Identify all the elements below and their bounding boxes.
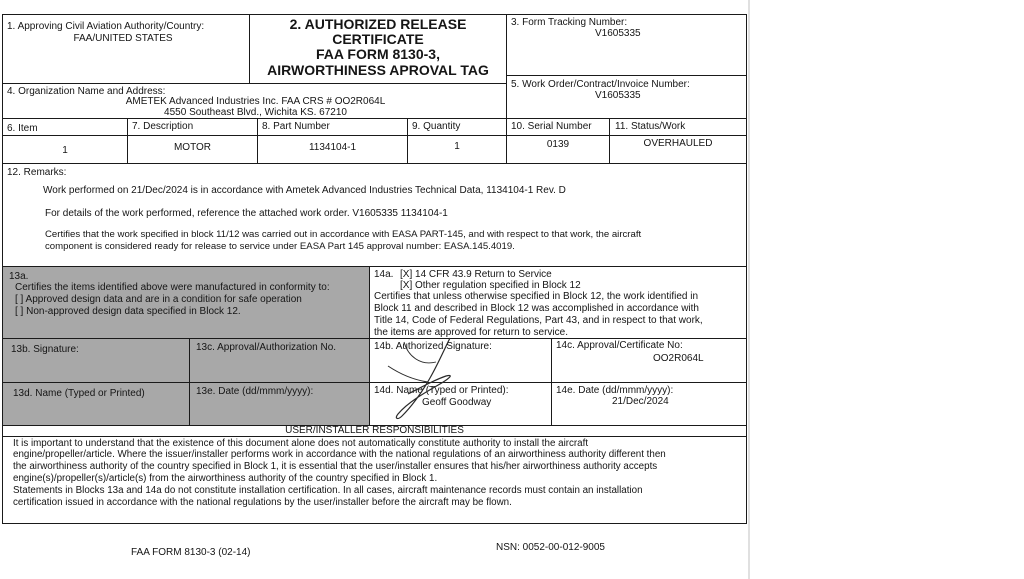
responsibilities-line-1: It is important to understand that the existence of this document alone does not automatically constitute authority to install the aircraft	[13, 438, 589, 449]
remarks-line-4: component is considered ready for release to service under EASA Part 145 approval number: EASA.145.4019.	[45, 241, 515, 252]
block-14a-label: 14a.	[374, 269, 394, 280]
status-work-value: OVERHAULED	[643, 138, 713, 149]
block-14a-line-3: Title 14, Code of Federal Regulations, Part 43, and in respect to that work,	[374, 315, 703, 326]
block-1-label: 1. Approving Civil Aviation Authority/Country:	[7, 21, 205, 32]
block-13a-option-non-approved: [ ] Non-approved design data specified in Block 12.	[15, 306, 241, 317]
header-quantity-label: 9. Quantity	[412, 121, 461, 132]
block-14a-line-1: Certifies that unless otherwise specified in Block 12, the work identified in	[374, 291, 699, 302]
block-13a-option-approved: [ ] Approved design data and are in a condition for safe operation	[15, 294, 302, 305]
block-4-label: 4. Organization Name and Address:	[7, 86, 166, 97]
block-14a-line-4: the items are approved for return to service.	[374, 327, 568, 338]
block-3-label: 3. Form Tracking Number:	[511, 17, 628, 28]
part-number-value: 1134104-1	[308, 142, 357, 153]
block-14b-label: 14b. Authorized Signature:	[374, 341, 492, 352]
block-13a	[2, 266, 370, 339]
quantity-value: 1	[454, 141, 460, 152]
form-title-line4: AIRWORTHINESS APROVAL TAG	[267, 62, 489, 78]
block-4	[2, 83, 507, 119]
block-13a-label: 13a.	[9, 271, 29, 282]
block-13c-label: 13c. Approval/Authorization No.	[196, 342, 337, 353]
block-14a-option-other-regulation: [X] Other regulation specified in Block 12	[400, 280, 581, 291]
approving-authority: FAA/UNITED STATES	[73, 33, 173, 44]
form-title-line2: CERTIFICATE	[332, 31, 424, 47]
cell-serial-number	[506, 135, 610, 164]
footer-nsn: NSN: 0052-00-012-9005	[496, 542, 605, 553]
block-3	[506, 14, 747, 76]
handwritten-signature	[380, 336, 480, 422]
form-title-line1: 2. AUTHORIZED RELEASE	[289, 16, 467, 32]
block-14c	[551, 338, 747, 383]
remarks-label: 12. Remarks:	[7, 167, 67, 178]
cell-item	[2, 135, 128, 164]
remarks-line-2: For details of the work performed, reference the attached work order. V1605335 1134104-1	[45, 208, 448, 219]
form-tracking-number: V1605335	[595, 28, 641, 39]
header-status-work-label: 11. Status/Work	[615, 121, 686, 132]
responsibilities-line-6: certification issued in accordance with the national regulations by the user/installer before the aircraft may be flown.	[13, 497, 512, 508]
approval-certificate-number: OO2R064L	[653, 353, 704, 364]
user-installer-responsibilities	[2, 425, 747, 524]
block-13d-label: 13d. Name (Typed or Printed)	[13, 388, 145, 399]
cell-status-work	[609, 135, 747, 164]
cell-description	[127, 135, 258, 164]
header-serial-number-label: 10. Serial Number	[511, 121, 592, 132]
description-value: MOTOR	[173, 142, 212, 153]
header-status-work	[609, 118, 747, 136]
block-14d-label: 14d. Name (Typed or Printed):	[374, 385, 509, 396]
responsibilities-line-3: the airworthiness authority of the country specified in Block 1, it is essential that the user/installer ensures that his/her airworthiness authority accepts	[13, 461, 658, 472]
block-2	[249, 14, 507, 84]
signatory-name: Geoff Goodway	[422, 397, 492, 408]
organization-address: 4550 Southeast Blvd., Wichita KS. 67210	[164, 107, 347, 118]
header-description	[127, 118, 258, 136]
block-13e-label: 13e. Date (dd/mmm/yyyy):	[196, 386, 314, 397]
block-14a-line-2: Block 11 and described in Block 12 was accomplished in accordance with	[374, 303, 699, 314]
form-title-line3: FAA FORM 8130-3,	[316, 46, 440, 62]
remarks-line-1: Work performed on 21/Dec/2024 is in accordance with Ametek Advanced Industries Technical Data, 1134104-1 Rev. D	[43, 185, 566, 196]
cell-part-number	[257, 135, 408, 164]
cell-quantity	[407, 135, 507, 164]
header-part-number-label: 8. Part Number	[262, 121, 330, 132]
responsibilities-heading: USER/INSTALLER RESPONSIBILITIES	[285, 425, 464, 436]
serial-number-value: 0139	[546, 139, 570, 150]
page-edge	[748, 0, 750, 579]
responsibilities-line-2: engine/propeller/article. Where the issuer/installer performs work in accordance with the national regulations of an airworthiness authority different then	[13, 449, 666, 460]
organization-name: AMETEK Advanced Industries Inc. FAA CRS # OO2R064L	[125, 96, 386, 107]
item-value: 1	[62, 145, 68, 156]
block-5-label: 5. Work Order/Contract/Invoice Number:	[511, 79, 690, 90]
block-13b	[2, 338, 190, 383]
header-item-label: 6. Item	[7, 123, 38, 134]
header-quantity	[407, 118, 507, 136]
header-part-number	[257, 118, 408, 136]
block-14a	[369, 266, 747, 339]
block-14e-label: 14e. Date (dd/mmm/yyyy):	[556, 385, 674, 396]
header-serial-number	[506, 118, 610, 136]
block-13d	[2, 382, 190, 426]
block-12-remarks	[2, 163, 747, 267]
responsibilities-line-4: engine(s)/propeller(s)/article(s) from the airworthiness authority of the country specified in Block 1.	[13, 473, 438, 484]
header-description-label: 7. Description	[132, 121, 194, 132]
block-5	[506, 75, 747, 119]
faa-form-8130-3	[2, 14, 747, 524]
block-14c-label: 14c. Approval/Certificate No:	[556, 340, 683, 351]
block-14a-option-return-to-service: [X] 14 CFR 43.9 Return to Service	[400, 269, 552, 280]
release-date: 21/Dec/2024	[612, 396, 669, 407]
footer-form-number: FAA FORM 8130-3 (02-14)	[131, 547, 251, 558]
block-13b-label: 13b. Signature:	[11, 344, 79, 355]
header-item	[2, 118, 128, 136]
block-1	[2, 14, 250, 84]
work-order-number: V1605335	[595, 90, 641, 101]
responsibilities-line-5: Statements in Blocks 13a and 14a do not constitute installation certification. In all cases, aircraft maintenance records must contain an installation	[13, 485, 643, 496]
block-13c	[189, 338, 370, 383]
remarks-line-3: Certifies that the work specified in block 11/12 was carried out in accordance with EASA PART-145, and with respect to that work, the aircraft	[45, 229, 642, 240]
block-14e	[551, 382, 747, 426]
block-13a-line-1: Certifies the items identified above were manufactured in conformity to:	[15, 282, 330, 293]
block-13e	[189, 382, 370, 426]
